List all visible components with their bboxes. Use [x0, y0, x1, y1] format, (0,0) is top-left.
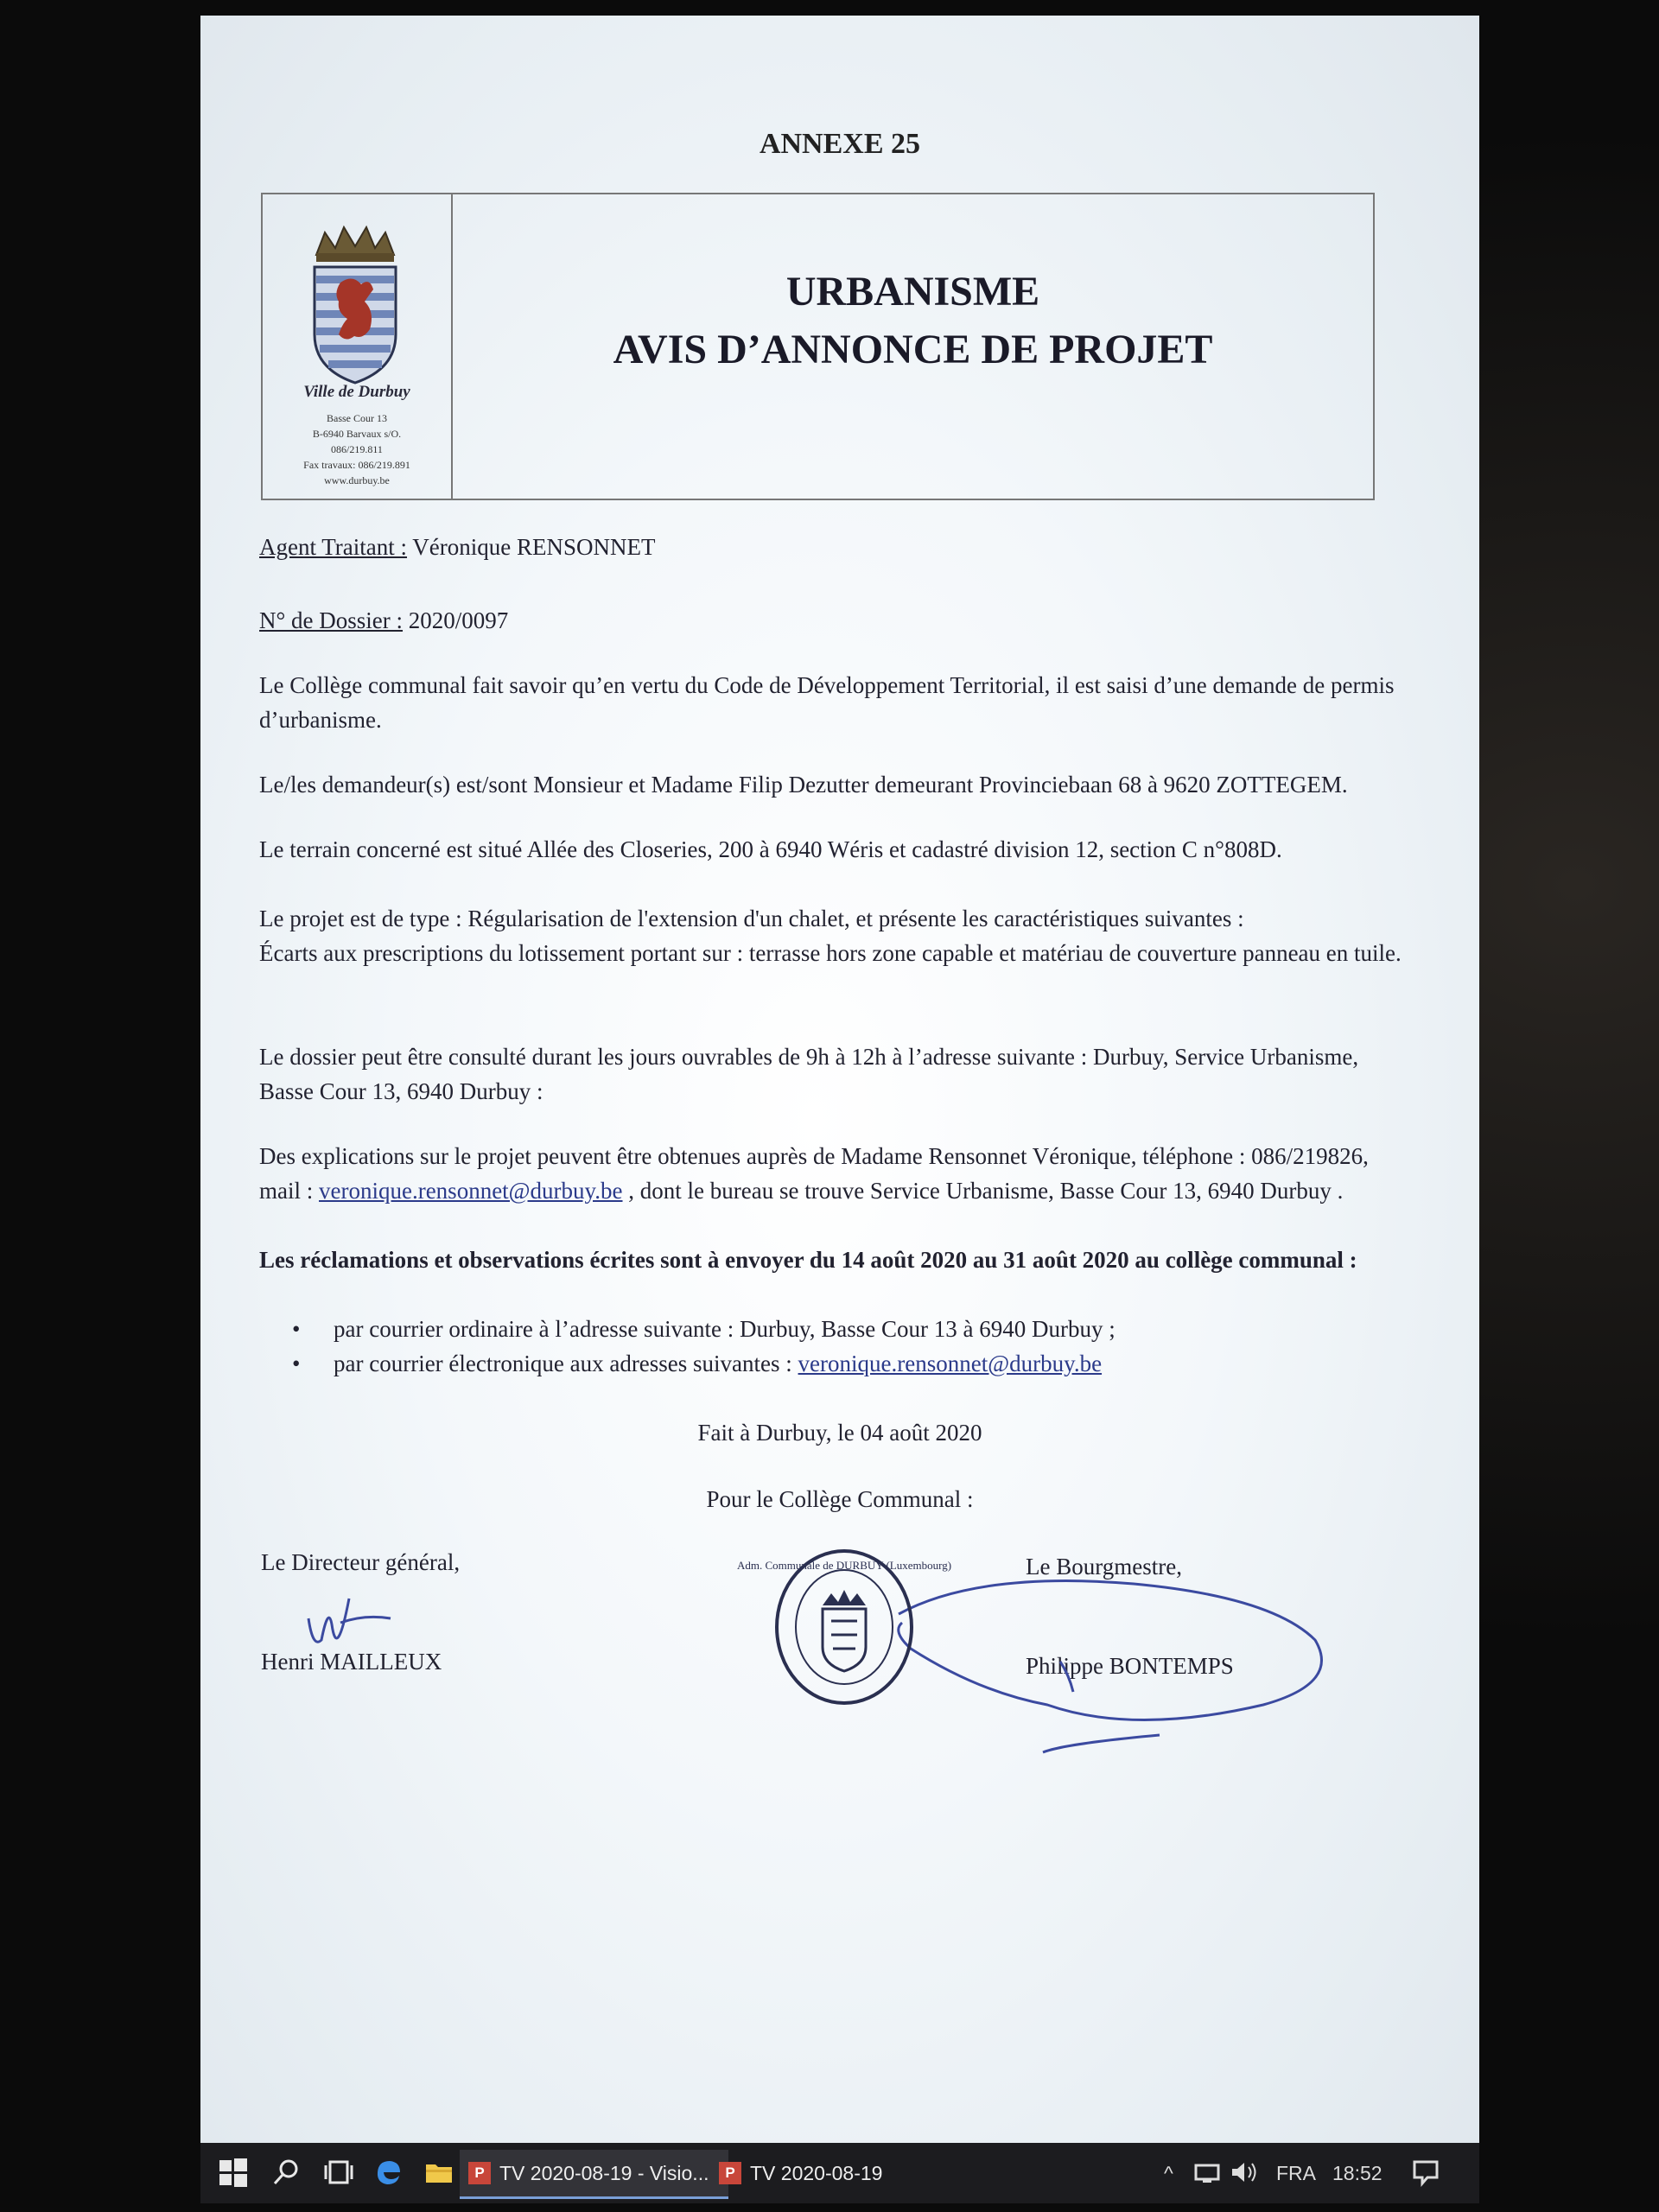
logo-address-line: B-6940 Barvaux s/O. [312, 428, 402, 440]
powerpoint-icon: P [719, 2162, 741, 2184]
logo-cell [263, 194, 453, 499]
logo-website: www.durbuy.be [324, 474, 390, 486]
document-title: URBANISME [785, 269, 1040, 315]
powerpoint-icon: P [468, 2162, 491, 2184]
list-item [259, 1346, 1408, 1381]
windows-start-icon[interactable] [218, 2157, 249, 2188]
language-indicator[interactable]: FRA [1276, 2162, 1316, 2184]
email-link[interactable]: veronique.rensonnet@durbuy.be [319, 1178, 623, 1204]
logo-city-name: Ville de Durbuy [303, 383, 410, 401]
document-subtitle: AVIS D’ANNONCE DE PROJET [613, 327, 1213, 372]
notification-center-icon[interactable] [1410, 2157, 1441, 2188]
bourgmestre-name: Philippe BONTEMPS [1026, 1653, 1234, 1679]
paragraph-demandeurs: Le/les demandeur(s) est/sont Monsieur et Madame Filip Dezutter demeurant Provinciebaan 68 à 9620 ZOTTEGEM. [259, 772, 1348, 798]
taskbar-app-label: TV 2020-08-19 [750, 2162, 883, 2184]
dossier-value: 2020/0097 [403, 607, 509, 633]
volume-icon[interactable] [1229, 2157, 1260, 2188]
dossier-line [259, 603, 1408, 638]
system-clock[interactable]: 18:52 [1332, 2162, 1382, 2184]
agent-value: Véronique RENSONNET [407, 534, 656, 560]
bullet-list [259, 1312, 1408, 1381]
directeur-name: Henri MAILLEUX [261, 1649, 442, 1675]
logo-address-line: Basse Cour 13 [327, 412, 387, 424]
email-link[interactable]: veronique.rensonnet@durbuy.be [798, 1351, 1103, 1376]
paragraph-college: Le Collège communal fait savoir qu’en vertu du Code de Développement Territorial, il est saisi d’une demande de permis d’urbanisme. [259, 672, 1395, 733]
document-page [200, 16, 1479, 2143]
show-hidden-icons-chevron-icon[interactable]: ^ [1164, 2162, 1173, 2184]
paragraph-consultation: Le dossier peut être consulté durant les jours ouvrables de 9h à 12h à l’adresse suivante : Durbuy, Service Urbanisme, Basse Cour 13, 6940 Durbuy : [259, 1044, 1359, 1104]
agent-line [259, 530, 1408, 564]
paragraph-terrain: Le terrain concerné est situé Allée des Closeries, 200 à 6940 Wéris et cadastré division 12, section C n°808D. [259, 836, 1282, 862]
fait-a-line: Fait à Durbuy, le 04 août 2020 [697, 1420, 982, 1446]
official-stamp [736, 1545, 952, 1709]
mail-prefix: mail : [259, 1178, 319, 1204]
taskbar [200, 2143, 1479, 2203]
paragraph-projet-ecarts: Écarts aux prescriptions du lotissement portant sur : terrasse hors zone capable et matériau de couverture panneau en tuile. [259, 940, 1402, 966]
explications-text: Des explications sur le projet peuvent être obtenues auprès de Madame Rensonnet Véronique, téléphone : 086/219826, [259, 1143, 1369, 1169]
taskbar-app-label: TV 2020-08-19 - Visio... [499, 2162, 709, 2184]
task-view-icon[interactable] [323, 2157, 354, 2188]
network-icon[interactable] [1192, 2157, 1224, 2188]
monitor-screen [200, 16, 1479, 2184]
durbuy-crest-icon [308, 222, 403, 386]
dossier-label: N° de Dossier : [259, 607, 404, 633]
reclamations-heading: Les réclamations et observations écrites sont à envoyer du 14 août 2020 au 31 août 2020 au collège communal : [259, 1247, 1357, 1273]
paragraph-explications [259, 1139, 1408, 1208]
pour-college-line: Pour le Collège Communal : [706, 1486, 974, 1512]
bullet-text: par courrier électronique aux adresses suivantes : [334, 1351, 798, 1376]
logo-phone: 086/219.811 [331, 443, 383, 455]
paragraph-projet-type: Le projet est de type : Régularisation de l'extension d'un chalet, et présente les caractéristiques suivantes : [259, 906, 1244, 931]
title-cell [453, 194, 1373, 499]
edge-browser-icon[interactable] [373, 2157, 404, 2188]
taskbar-app-powerpoint-visio[interactable] [460, 2150, 728, 2199]
directeur-title: Le Directeur général, [261, 1549, 461, 1575]
list-item [259, 1312, 1408, 1346]
agent-label: Agent Traitant : [259, 534, 408, 560]
bourgmestre-title: Le Bourgmestre, [1026, 1554, 1182, 1580]
annexe-label: ANNEXE 25 [759, 128, 921, 160]
search-icon[interactable] [271, 2157, 302, 2188]
logo-fax: Fax travaux: 086/219.891 [303, 459, 410, 471]
stamp-text: Adm. Communale de DURBUY (Luxembourg) [736, 1559, 952, 1572]
explications-text-2: , dont le bureau se trouve Service Urbanisme, Basse Cour 13, 6940 Durbuy . [622, 1178, 1344, 1204]
file-explorer-icon[interactable] [423, 2157, 454, 2188]
header-box [261, 193, 1375, 500]
taskbar-app-powerpoint[interactable] [710, 2150, 923, 2196]
bullet-text: par courrier ordinaire à l’adresse suivante : Durbuy, Basse Cour 13 à 6940 Durbuy ; [334, 1316, 1116, 1342]
